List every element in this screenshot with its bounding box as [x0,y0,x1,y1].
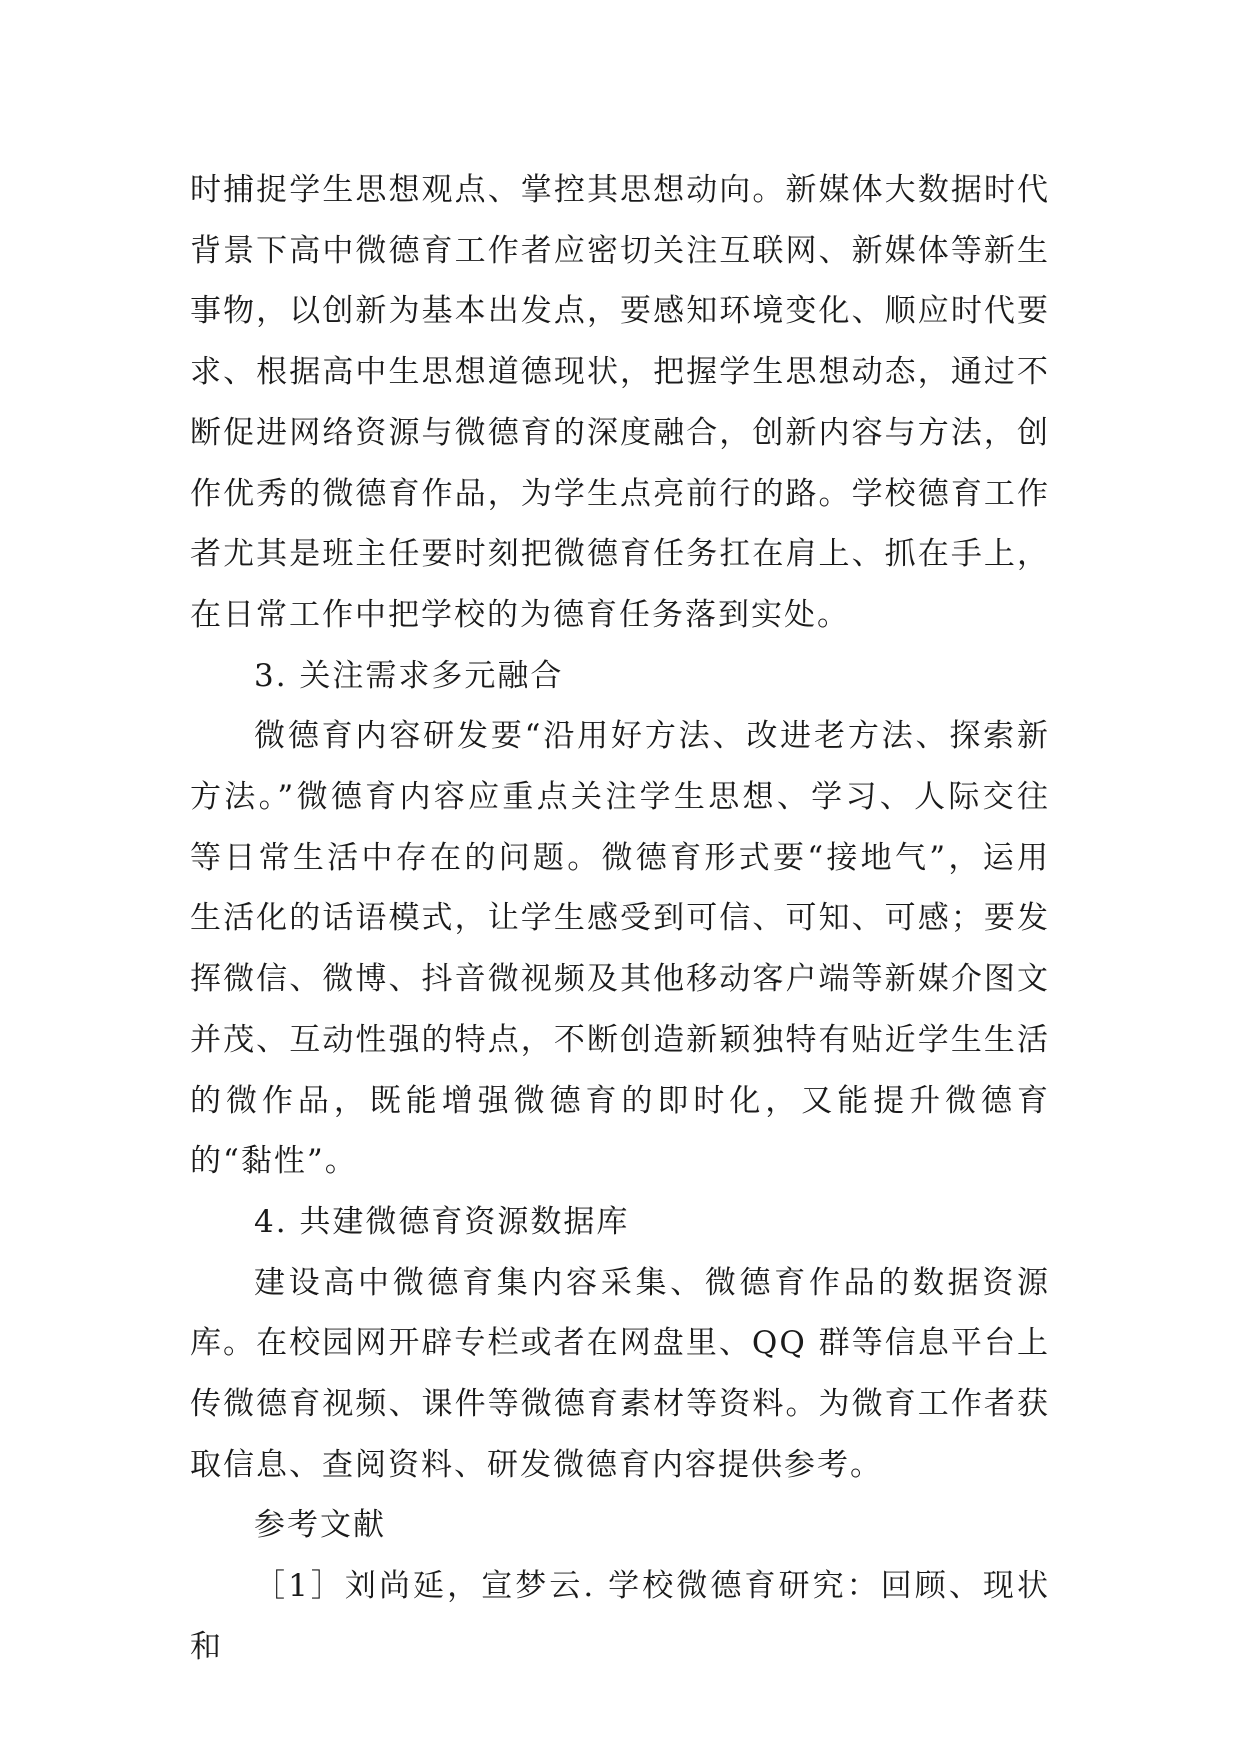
body-paragraph: 建设高中微德育集内容采集、微德育作品的数据资源库。在校园网开辟专栏或者在网盘里、QQ 群等信息平台上传微德育视频、课件等微德育素材等资料。为微育工作者获取信息、查阅资料、研发微德育内容提供参考。 [190,1264,1050,1483]
document-body [190,160,1050,1678]
references-heading: 参考文献 [254,1507,386,1544]
body-paragraph: 微德育内容研发要“沿用好方法、改进老方法、探索新方法。”微德育内容应重点关注学生思想、学习、人际交往等日常生活中存在的问题。微德育形式要“接地气”，运用生活化的话语模式，让学生感受到可信、可知、可感；要发挥微信、微博、抖音微视频及其他移动客户端等新媒介图文并茂、互动性强的特点，不断创造新颖独特有贴近学生生活的微作品，既能增强微德育的即时化，又能提升微德育的“黏性”。 [190,718,1050,1180]
reference-item: ［1］刘尚延，宣梦云. 学校微德育研究：回顾、现状和 [190,1568,1050,1665]
section-heading-4: 4. 共建微德育资源数据库 [254,1203,630,1240]
body-paragraph-continuation: 时捕捉学生思想观点、掌控其思想动向。新媒体大数据时代背景下高中微德育工作者应密切关注互联网、新媒体等新生事物，以创新为基本出发点，要感知环境变化、顺应时代要求、根据高中生思想道德现状，把握学生思想动态，通过不断促进网络资源与微德育的深度融合，创新内容与方法，创作优秀的微德育作品，为学生点亮前行的路。学校德育工作者尤其是班主任要时刻把微德育任务扛在肩上、抓在手上，在日常工作中把学校的为德育任务落到实处。 [190,172,1050,633]
section-heading-3: 3. 关注需求多元融合 [254,657,564,694]
